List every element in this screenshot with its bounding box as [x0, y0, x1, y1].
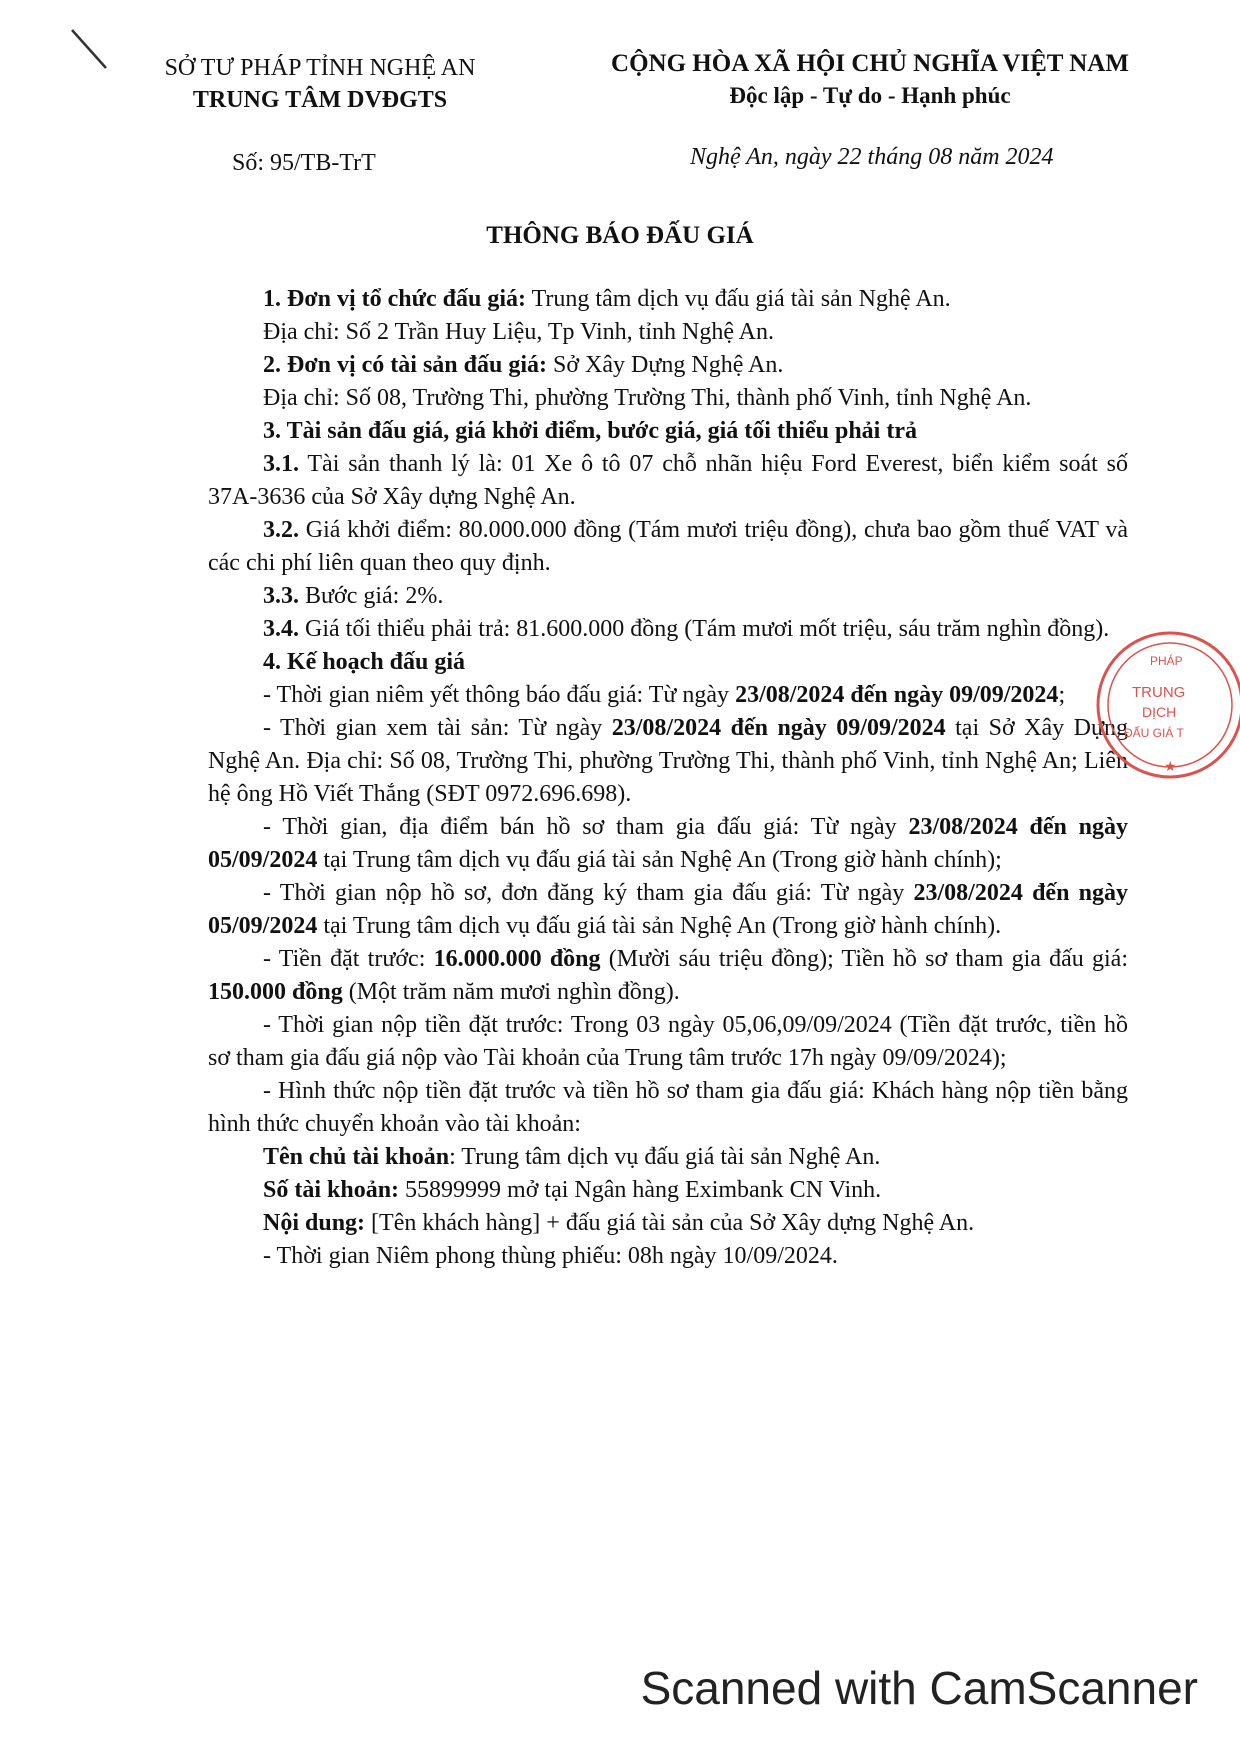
agency-name: SỞ TƯ PHÁP TỈNH NGHỆ AN — [164, 55, 476, 81]
plan-item-2 — [208, 712, 1128, 811]
section-1-label: 1. Đơn vị tổ chức đấu giá: — [263, 286, 527, 312]
plan-item-1 — [208, 679, 1128, 712]
national-title: CỘNG HÒA XÃ HỘI CHỦ NGHĨA VIỆT NAM — [611, 50, 1129, 77]
plan-item-4-end: tại Trung tâm dịch vụ đấu giá tài sản Nghệ An (Trong giờ hành chính). — [317, 913, 1002, 939]
plan-item-5-text: - Tiền đặt trước: — [263, 946, 434, 972]
transfer-content — [208, 1207, 1128, 1240]
plan-item-4-text: - Thời gian nộp hồ sơ, đơn đăng ký tham gia đấu giá: Từ ngày — [263, 880, 914, 906]
document-number: Số: 95/TB-TrT — [232, 150, 376, 176]
plan-item-1-end: ; — [1058, 682, 1066, 708]
section-3-2-label: 3.2. — [263, 517, 299, 543]
account-name-label: Tên chủ tài khoản — [263, 1144, 450, 1170]
plan-item-3-text: - Thời gian, địa điểm bán hồ sơ tham gia đấu giá: Từ ngày — [263, 814, 909, 840]
plan-item-5-mid: (Mười sáu triệu đồng); Tiền hồ sơ tham gia đấu giá: — [600, 946, 1128, 972]
section-1-address: Địa chỉ: Số 2 Trần Huy Liệu, Tp Vinh, tỉnh Nghệ An. — [263, 319, 775, 345]
section-1-text: Trung tâm dịch vụ đấu giá tài sản Nghệ An. — [526, 286, 951, 312]
national-motto: Độc lập - Tự do - Hạnh phúc — [729, 83, 1011, 108]
plan-item-1-dates: 23/08/2024 đến ngày 09/09/2024 — [735, 682, 1059, 708]
plan-item-4-dates: 23/08/2024 đến ngày 05/09/2024 — [208, 880, 1129, 939]
center-name: TRUNG TÂM DVĐGTS — [192, 87, 448, 113]
section-2-address: Địa chỉ: Số 08, Trường Thi, phường Trường Thi, thành phố Vinh, tỉnh Nghệ An. — [263, 385, 1032, 411]
account-name — [208, 1141, 1128, 1174]
document-title: THÔNG BÁO ĐẤU GIÁ — [486, 222, 754, 249]
section-3-2-text: Giá khởi điểm: 80.000.000 đồng (Tám mươi triệu đồng), chưa bao gồm thuế VAT và các chi phí liên quan theo quy định. — [208, 517, 1128, 576]
section-3-3 — [208, 580, 1128, 613]
header-right — [560, 48, 1180, 112]
plan-item-5-end: (Một trăm năm mươi nghìn đồng). — [342, 979, 680, 1005]
scanner-watermark: Scanned with CamScanner — [640, 1662, 1198, 1714]
stamp-text-4: ĐẤU GIÁ T — [1124, 726, 1184, 740]
stamp-star-icon: ★ — [1164, 760, 1177, 775]
plan-item-8: - Thời gian Niêm phong thùng phiếu: 08h ngày 10/09/2024. — [263, 1243, 838, 1269]
account-number — [208, 1174, 1128, 1207]
deposit-amount: 16.000.000 đồng — [433, 946, 601, 972]
stamp-text-3: DỊCH — [1142, 704, 1177, 720]
plan-item-3-end: tại Trung tâm dịch vụ đấu giá tài sản Nghệ An (Trong giờ hành chính); — [317, 847, 1002, 873]
transfer-content-label: Nội dung: — [263, 1210, 366, 1236]
stamp-text-2: TRUNG — [1132, 684, 1186, 701]
pen-mark — [70, 28, 110, 72]
section-4-heading: 4. Kế hoạch đấu giá — [263, 649, 466, 675]
section-2 — [208, 349, 1128, 382]
transfer-content-value: [Tên khách hàng] + đấu giá tài sản của Sở Xây dựng Nghệ An. — [365, 1210, 975, 1236]
section-3-4-text: Giá tối thiểu phải trả: 81.600.000 đồng (Tám mươi mốt triệu, sáu trăm nghìn đồng). — [299, 616, 1110, 642]
plan-item-4 — [208, 877, 1128, 943]
section-3-heading: 3. Tài sản đấu giá, giá khởi điểm, bước giá, giá tối thiểu phải trả — [263, 418, 917, 444]
plan-item-1-text: - Thời gian niêm yết thông báo đấu giá: Từ ngày — [263, 682, 736, 708]
plan-item-3-dates: 23/08/2024 đến ngày 05/09/2024 — [208, 814, 1128, 873]
section-2-text: Sở Xây Dựng Nghệ An. — [547, 352, 784, 378]
plan-item-2-text: - Thời gian xem tài sản: Từ ngày — [263, 715, 612, 741]
section-2-label: 2. Đơn vị có tài sản đấu giá: — [263, 352, 547, 378]
account-number-value: 55899999 mở tại Ngân hàng Eximbank CN Vinh. — [399, 1177, 882, 1203]
section-3-3-label: 3.3. — [263, 583, 299, 609]
section-1 — [208, 283, 1128, 316]
section-3-1 — [208, 448, 1128, 514]
section-3-3-text: Bước giá: 2%. — [299, 583, 444, 609]
dossier-fee: 150.000 đồng — [208, 979, 343, 1005]
plan-item-5 — [208, 943, 1128, 1009]
account-name-value: : Trung tâm dịch vụ đấu giá tài sản Nghệ An. — [449, 1144, 881, 1170]
header-left — [120, 52, 520, 116]
red-seal-stamp — [1090, 625, 1240, 785]
plan-item-6: - Thời gian nộp tiền đặt trước: Trong 03 ngày 05,06,09/09/2024 (Tiền đặt trước, tiền hồ sơ tham gia đấu giá nộp vào Tài khoản của Trung tâm trước 17h ngày 09/09/2024); — [208, 1012, 1128, 1071]
document-date: Nghệ An, ngày 22 tháng 08 năm 2024 — [690, 144, 1054, 170]
plan-item-2-end: tại Sở Xây Dựng Nghệ An. Địa chỉ: Số 08, Trường Thi, phường Trường Thi, thành phố Vinh, tỉnh Nghệ An; Liên hệ ông Hồ Viết Thắng (SĐT 0972.696.698). — [208, 715, 1128, 807]
section-3-1-label: 3.1. — [263, 451, 299, 477]
section-3-2 — [208, 514, 1128, 580]
account-number-label: Số tài khoản: — [263, 1177, 400, 1203]
section-3-4 — [208, 613, 1128, 646]
stamp-text-1: PHÁP — [1150, 654, 1183, 668]
section-3-1-text: Tài sản thanh lý là: 01 Xe ô tô 07 chỗ nhãn hiệu Ford Everest, biển kiểm soát số 37A-3636 của Sở Xây dựng Nghệ An. — [208, 451, 1128, 510]
plan-item-7: - Hình thức nộp tiền đặt trước và tiền hồ sơ tham gia đấu giá: Khách hàng nộp tiền bằng hình thức chuyển khoản vào tài khoản: — [208, 1078, 1128, 1137]
plan-item-2-dates: 23/08/2024 đến ngày 09/09/2024 — [611, 715, 946, 741]
document-body — [208, 283, 1128, 1273]
plan-item-3 — [208, 811, 1128, 877]
section-3-4-label: 3.4. — [263, 616, 299, 642]
